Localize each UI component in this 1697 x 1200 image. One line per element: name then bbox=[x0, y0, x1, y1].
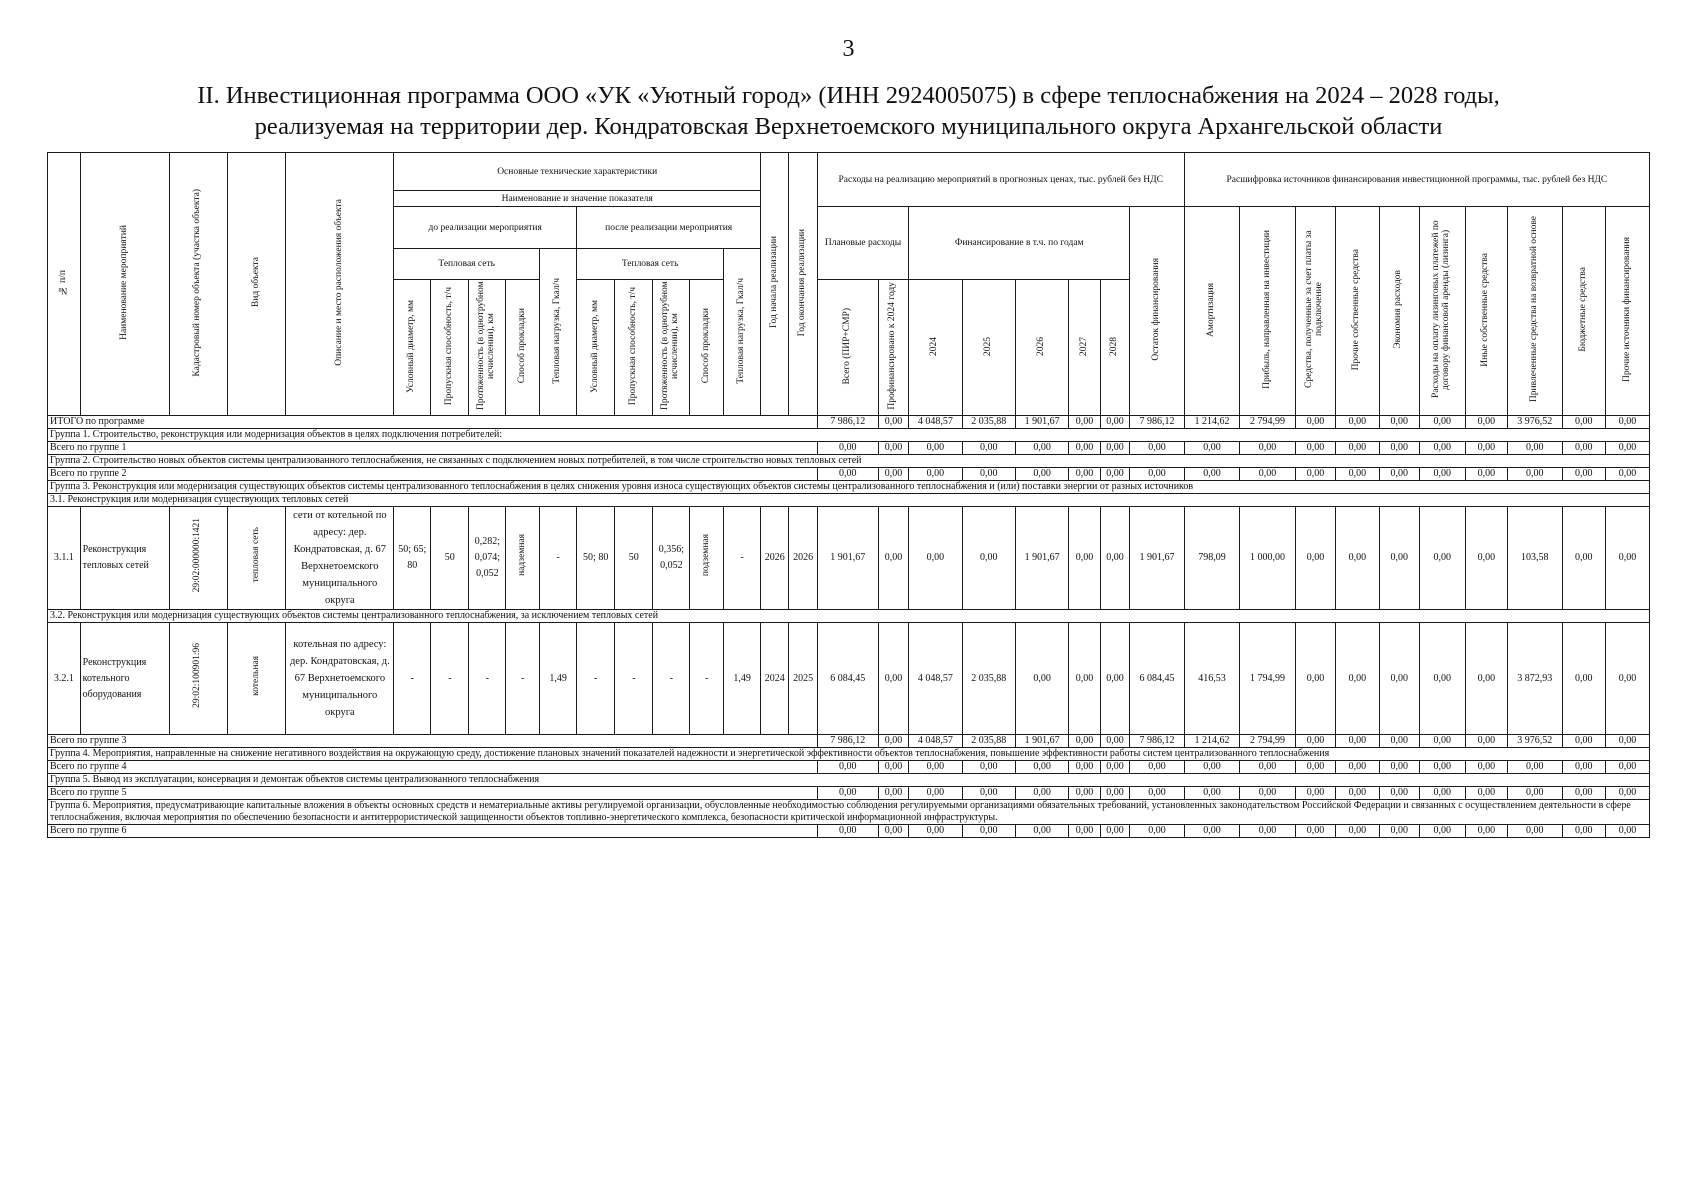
item-value: 0,00 bbox=[1419, 623, 1465, 735]
item-value: 1 794,99 bbox=[1240, 623, 1296, 735]
total-row bbox=[48, 825, 1650, 838]
total-value: 0,00 bbox=[1069, 468, 1101, 481]
item-num: 3.2.1 bbox=[48, 623, 81, 735]
total-value: 0,00 bbox=[1295, 468, 1335, 481]
total-value: 0,00 bbox=[1295, 761, 1335, 774]
total-value: 0,00 bbox=[1562, 468, 1606, 481]
item-laying-after: - bbox=[690, 623, 724, 735]
total-value: 0,00 bbox=[909, 761, 962, 774]
total-value: 0,00 bbox=[878, 468, 908, 481]
header-year-start: Год начала реализации bbox=[761, 153, 789, 416]
total-value: 4 048,57 bbox=[909, 735, 962, 748]
group-row: Группа 4. Мероприятия, направленные на снижение негативного воздействия на окружающую среду, достижение плановых значений показателей надежности и энергетической эффективности объектов теплоснабжения, повышение эффективности работы систем централизованного теплоснабжения bbox=[48, 748, 1650, 761]
total-row bbox=[48, 416, 1650, 429]
total-value: 0,00 bbox=[1465, 761, 1507, 774]
total-value: 1 214,62 bbox=[1184, 735, 1240, 748]
total-value: 0,00 bbox=[1465, 735, 1507, 748]
total-value: 0,00 bbox=[1295, 787, 1335, 800]
item-value: 0,00 bbox=[1295, 507, 1335, 610]
item-year-end: 2025 bbox=[789, 623, 817, 735]
header-profit: Прибыль, направленная на инвестиции bbox=[1240, 207, 1296, 416]
header-heat-load-before: Тепловая нагрузка, Гкал/ч bbox=[540, 249, 577, 416]
total-value: 0,00 bbox=[1419, 825, 1465, 838]
total-value: 0,00 bbox=[1184, 468, 1240, 481]
total-value: 7 986,12 bbox=[1130, 735, 1185, 748]
total-value: 0,00 bbox=[1100, 787, 1129, 800]
header-num: № п/п bbox=[48, 153, 81, 416]
item-value: 2 035,88 bbox=[962, 623, 1015, 735]
item-value: 0,00 bbox=[1606, 507, 1650, 610]
total-value: 0,00 bbox=[1240, 442, 1296, 455]
total-value: 0,00 bbox=[1465, 416, 1507, 429]
item-value: 416,53 bbox=[1184, 623, 1240, 735]
item-value: 1 901,67 bbox=[1015, 507, 1068, 610]
header-sources: Расшифровка источников финансирования инвестиционной программы, тыс. рублей без НДС bbox=[1184, 153, 1649, 207]
total-value: 0,00 bbox=[878, 825, 908, 838]
total-value: 0,00 bbox=[1100, 761, 1129, 774]
total-value: 0,00 bbox=[1184, 442, 1240, 455]
total-value: 0,00 bbox=[1130, 442, 1185, 455]
header-description: Описание и место расположения объекта bbox=[286, 153, 394, 416]
total-label: Всего по группе 2 bbox=[48, 468, 818, 481]
total-value: 0,00 bbox=[1606, 735, 1650, 748]
total-value: 0,00 bbox=[1069, 442, 1101, 455]
item-year-end: 2026 bbox=[789, 507, 817, 610]
item-value: 0,00 bbox=[1100, 507, 1129, 610]
header-diameter-after: Условный диаметр, мм bbox=[577, 280, 615, 416]
item-value: 0,00 bbox=[1069, 507, 1101, 610]
total-value: 2 794,99 bbox=[1240, 735, 1296, 748]
total-value: 7 986,12 bbox=[1130, 416, 1185, 429]
total-value: 0,00 bbox=[1295, 416, 1335, 429]
header-2026: 2026 bbox=[1015, 280, 1068, 416]
total-value: 0,00 bbox=[1508, 761, 1562, 774]
item-value: 0,00 bbox=[1419, 507, 1465, 610]
total-value: 0,00 bbox=[1130, 761, 1185, 774]
header-laying-before: Способ прокладки bbox=[506, 280, 540, 416]
item-value: 6 084,45 bbox=[817, 623, 878, 735]
header-indicators: Наименование и значение показателя bbox=[394, 191, 761, 207]
item-value: 0,00 bbox=[1562, 623, 1606, 735]
item-value: 0,00 bbox=[878, 623, 908, 735]
item-object-type: котельная bbox=[227, 623, 286, 735]
total-row bbox=[48, 735, 1650, 748]
item-load-after: 1,49 bbox=[724, 623, 761, 735]
header-2024: 2024 bbox=[909, 280, 962, 416]
item-value: 3 872,93 bbox=[1508, 623, 1562, 735]
item-cadastral: 29:02:000000:1421 bbox=[169, 507, 227, 610]
total-value: 0,00 bbox=[1100, 442, 1129, 455]
total-value: 0,00 bbox=[1100, 416, 1129, 429]
total-value: 0,00 bbox=[1295, 442, 1335, 455]
item-value: 0,00 bbox=[1379, 507, 1419, 610]
header-tech: Основные технические характеристики bbox=[394, 153, 761, 191]
total-value: 0,00 bbox=[1069, 735, 1101, 748]
total-value: 0,00 bbox=[1184, 761, 1240, 774]
total-value: 0,00 bbox=[1606, 442, 1650, 455]
header-financing-by-year: Финансирование в т.ч. по годам bbox=[909, 207, 1130, 280]
total-label: Всего по группе 1 bbox=[48, 442, 818, 455]
total-value: 0,00 bbox=[878, 442, 908, 455]
total-value: 0,00 bbox=[1240, 787, 1296, 800]
total-value: 0,00 bbox=[1130, 468, 1185, 481]
total-value: 0,00 bbox=[1419, 416, 1465, 429]
item-load-before: 1,49 bbox=[540, 623, 577, 735]
item-row bbox=[48, 507, 1650, 610]
total-value: 3 976,52 bbox=[1508, 416, 1562, 429]
item-year-start: 2026 bbox=[761, 507, 789, 610]
total-value: 0,00 bbox=[878, 761, 908, 774]
total-value: 0,00 bbox=[1336, 787, 1380, 800]
item-length-before: - bbox=[469, 623, 506, 735]
total-value: 0,00 bbox=[1562, 442, 1606, 455]
item-value: 4 048,57 bbox=[909, 623, 962, 735]
header-laying-after: Способ прокладки bbox=[690, 280, 724, 416]
item-cadastral: 29:02:100901:96 bbox=[169, 623, 227, 735]
total-value: 0,00 bbox=[1130, 825, 1185, 838]
item-diameter-after: 50; 80 bbox=[577, 507, 615, 610]
header-other-own-2: Иные собственные средства bbox=[1465, 207, 1507, 416]
total-row bbox=[48, 468, 1650, 481]
total-value: 0,00 bbox=[1419, 761, 1465, 774]
title-line-2: реализуемая на территории дер. Кондратовская Верхнетоемского муниципального округа Архангельской области bbox=[254, 113, 1443, 140]
total-value: 0,00 bbox=[1240, 468, 1296, 481]
subgroup-row: 3.1. Реконструкция или модернизация существующих тепловых сетей bbox=[48, 494, 1650, 507]
total-value: 0,00 bbox=[1069, 416, 1101, 429]
total-value: 0,00 bbox=[1379, 735, 1419, 748]
item-diameter-before: 50; 65; 80 bbox=[394, 507, 431, 610]
group-row: Группа 6. Мероприятия, предусматривающие капитальные вложения в объекты основных средств и нематериальные активы регулируемой организации, обусловленные необходимостью соблюдения регулируемыми организациями обязательных требований, установленных законодательством Российской Федерации и связанных с осуществлением деятельности в сфере теплоснабжения, включая мероприятия по обеспечению безопасности и антитеррористической защищенности объектов топливно-энергетического комплекса, безопасности критической информационной инфраструктуры. bbox=[48, 800, 1650, 825]
total-value: 0,00 bbox=[1184, 787, 1240, 800]
item-load-before: - bbox=[540, 507, 577, 610]
total-value: 0,00 bbox=[962, 442, 1015, 455]
total-value: 0,00 bbox=[1379, 468, 1419, 481]
group-row: Группа 2. Строительство новых объектов системы централизованного теплоснабжения, не связанных с подключением новых потребителей, в том числе строительство новых тепловых сетей bbox=[48, 455, 1650, 468]
item-description: сети от котельной по адресу: дер. Кондратовская, д. 67 Верхнетоемского муниципального округа bbox=[286, 507, 394, 610]
total-value: 0,00 bbox=[1606, 468, 1650, 481]
total-value: 0,00 bbox=[878, 735, 908, 748]
page-number: 3 bbox=[842, 36, 855, 62]
total-value: 2 794,99 bbox=[1240, 416, 1296, 429]
total-value: 1 214,62 bbox=[1184, 416, 1240, 429]
total-value: 0,00 bbox=[1336, 825, 1380, 838]
header-object-type: Вид объекта bbox=[227, 153, 286, 416]
item-object-type: тепловая сеть bbox=[227, 507, 286, 610]
total-value: 0,00 bbox=[1015, 761, 1068, 774]
item-load-after: - bbox=[724, 507, 761, 610]
total-value: 3 976,52 bbox=[1508, 735, 1562, 748]
item-value: 0,00 bbox=[1015, 623, 1068, 735]
total-value: 0,00 bbox=[962, 761, 1015, 774]
header-2028: 2028 bbox=[1100, 280, 1129, 416]
document-title bbox=[80, 80, 1617, 142]
item-length-before: 0,282; 0,074; 0,052 bbox=[469, 507, 506, 610]
total-value: 0,00 bbox=[1336, 442, 1380, 455]
item-value: 1 901,67 bbox=[817, 507, 878, 610]
item-capacity-before: 50 bbox=[431, 507, 469, 610]
header-year-end: Год окончания реализации bbox=[789, 153, 817, 416]
header-prefinanced: Профинансировано к 2024 году bbox=[878, 280, 908, 416]
total-value: 0,00 bbox=[1100, 468, 1129, 481]
item-value: 1 000,00 bbox=[1240, 507, 1296, 610]
header-before: до реализации мероприятия bbox=[394, 207, 577, 249]
total-value: 0,00 bbox=[1419, 735, 1465, 748]
total-value: 0,00 bbox=[1295, 825, 1335, 838]
total-value: 0,00 bbox=[909, 468, 962, 481]
total-value: 0,00 bbox=[1379, 416, 1419, 429]
total-value: 0,00 bbox=[1508, 825, 1562, 838]
total-value: 0,00 bbox=[1562, 761, 1606, 774]
item-value: 0,00 bbox=[1336, 507, 1380, 610]
header-other-sources: Прочие источники финансирования bbox=[1606, 207, 1650, 416]
total-value: 0,00 bbox=[1015, 468, 1068, 481]
item-diameter-before: - bbox=[394, 623, 431, 735]
header-name: Наименование мероприятий bbox=[80, 153, 169, 416]
item-description: котельная по адресу: дер. Кондратовская, д. 67 Верхнетоемского муниципального округа bbox=[286, 623, 394, 735]
total-label: Всего по группе 5 bbox=[48, 787, 818, 800]
item-laying-after: подземная bbox=[690, 507, 724, 610]
header-amortization: Амортизация bbox=[1184, 207, 1240, 416]
total-value: 0,00 bbox=[817, 787, 878, 800]
total-value: 0,00 bbox=[1336, 416, 1380, 429]
total-label: Всего по группе 3 bbox=[48, 735, 818, 748]
total-value: 1 901,67 bbox=[1015, 416, 1068, 429]
total-value: 2 035,88 bbox=[962, 416, 1015, 429]
item-diameter-after: - bbox=[577, 623, 615, 735]
total-value: 0,00 bbox=[1069, 761, 1101, 774]
item-value: 0,00 bbox=[1606, 623, 1650, 735]
header-budget: Бюджетные средства bbox=[1562, 207, 1606, 416]
header-borrowed: Привлеченные средства на возвратной основе bbox=[1508, 207, 1562, 416]
total-value: 0,00 bbox=[1606, 416, 1650, 429]
item-value: 0,00 bbox=[1295, 623, 1335, 735]
group-row: Группа 3. Реконструкция или модернизация существующих объектов системы централизованного теплоснабжения в целях снижения уровня износа существующих объектов системы централизованного теплоснабжения и (или) поставки энергии от разных источников bbox=[48, 481, 1650, 494]
total-value: 0,00 bbox=[1295, 735, 1335, 748]
total-value: 0,00 bbox=[1379, 787, 1419, 800]
item-value: 0,00 bbox=[962, 507, 1015, 610]
total-label: Всего по группе 6 bbox=[48, 825, 818, 838]
item-value: 0,00 bbox=[1465, 507, 1507, 610]
subgroup-row: 3.2. Реконструкция или модернизация существующих объектов системы централизованного теплоснабжения, за исключением тепловых сетей bbox=[48, 610, 1650, 623]
item-capacity-before: - bbox=[431, 623, 469, 735]
total-label: Всего по группе 4 bbox=[48, 761, 818, 774]
total-value: 0,00 bbox=[1606, 825, 1650, 838]
item-value: 0,00 bbox=[1379, 623, 1419, 735]
total-value: 0,00 bbox=[909, 442, 962, 455]
total-value: 0,00 bbox=[1069, 825, 1101, 838]
total-value: 0,00 bbox=[1606, 787, 1650, 800]
header-heat-network-before: Тепловая сеть bbox=[394, 249, 540, 280]
item-value: 0,00 bbox=[1336, 623, 1380, 735]
item-capacity-after: - bbox=[615, 623, 653, 735]
total-value: 0,00 bbox=[1100, 825, 1129, 838]
item-value: 1 901,67 bbox=[1130, 507, 1185, 610]
total-value: 0,00 bbox=[1562, 787, 1606, 800]
total-value: 0,00 bbox=[1015, 787, 1068, 800]
header-2025: 2025 bbox=[962, 280, 1015, 416]
total-label: ИТОГО по программе bbox=[48, 416, 818, 429]
item-name: Реконструкция тепловых сетей bbox=[80, 507, 169, 610]
header-capacity-after: Пропускная способность, т/ч bbox=[615, 280, 653, 416]
total-value: 0,00 bbox=[1606, 761, 1650, 774]
total-value: 0,00 bbox=[962, 825, 1015, 838]
total-value: 0,00 bbox=[1336, 468, 1380, 481]
header-savings: Экономия расходов bbox=[1379, 207, 1419, 416]
total-value: 0,00 bbox=[962, 468, 1015, 481]
item-year-start: 2024 bbox=[761, 623, 789, 735]
total-value: 0,00 bbox=[1184, 825, 1240, 838]
header-other-own: Прочие собственные средства bbox=[1336, 207, 1380, 416]
total-value: 0,00 bbox=[1015, 825, 1068, 838]
total-value: 0,00 bbox=[1508, 787, 1562, 800]
total-value: 1 901,67 bbox=[1015, 735, 1068, 748]
total-value: 0,00 bbox=[1240, 825, 1296, 838]
total-value: 0,00 bbox=[1419, 442, 1465, 455]
item-name: Реконструкция котельного оборудования bbox=[80, 623, 169, 735]
total-value: 0,00 bbox=[817, 442, 878, 455]
header-leasing: Расходы на оплату лизинговых платежей по договору финансовой аренды (лизинга) bbox=[1419, 207, 1465, 416]
group-row: Группа 1. Строительство, реконструкция или модернизация объектов в целях подключения потребителей: bbox=[48, 429, 1650, 442]
item-value: 0,00 bbox=[909, 507, 962, 610]
header-length-after: Протяженность (в однотрубном исчислении), км bbox=[653, 280, 690, 416]
total-value: 4 048,57 bbox=[909, 416, 962, 429]
total-value: 0,00 bbox=[878, 416, 908, 429]
item-value: 0,00 bbox=[1069, 623, 1101, 735]
total-value: 0,00 bbox=[1069, 787, 1101, 800]
total-value: 0,00 bbox=[1465, 825, 1507, 838]
item-value: 103,58 bbox=[1508, 507, 1562, 610]
total-value: 0,00 bbox=[909, 787, 962, 800]
total-value: 0,00 bbox=[1562, 416, 1606, 429]
total-value: 0,00 bbox=[1379, 761, 1419, 774]
total-value: 2 035,88 bbox=[962, 735, 1015, 748]
total-value: 0,00 bbox=[1419, 787, 1465, 800]
item-value: 0,00 bbox=[1100, 623, 1129, 735]
total-value: 0,00 bbox=[1465, 787, 1507, 800]
total-value: 0,00 bbox=[1465, 468, 1507, 481]
total-value: 0,00 bbox=[1419, 468, 1465, 481]
group-row: Группа 5. Вывод из эксплуатации, консервация и демонтаж объектов системы централизованного теплоснабжения bbox=[48, 774, 1650, 787]
total-value: 0,00 bbox=[1240, 761, 1296, 774]
total-value: 0,00 bbox=[1508, 468, 1562, 481]
header-heat-network-after: Тепловая сеть bbox=[577, 249, 724, 280]
item-value: 798,09 bbox=[1184, 507, 1240, 610]
item-length-after: - bbox=[653, 623, 690, 735]
item-value: 0,00 bbox=[878, 507, 908, 610]
total-value: 7 986,12 bbox=[817, 735, 878, 748]
total-value: 0,00 bbox=[1508, 442, 1562, 455]
item-laying-before: - bbox=[506, 623, 540, 735]
item-length-after: 0,356; 0,052 bbox=[653, 507, 690, 610]
header-planned: Плановые расходы bbox=[817, 207, 908, 280]
header-connection-fee: Средства, полученные за счет платы за подключение bbox=[1295, 207, 1335, 416]
total-value: 0,00 bbox=[1336, 761, 1380, 774]
item-capacity-after: 50 bbox=[615, 507, 653, 610]
item-value: 6 084,45 bbox=[1130, 623, 1185, 735]
header-total: Всего (ПИР+СМР) bbox=[817, 280, 878, 416]
item-value: 0,00 bbox=[1562, 507, 1606, 610]
total-value: 0,00 bbox=[909, 825, 962, 838]
header-remaining: Остаток финансирования bbox=[1130, 207, 1185, 416]
total-value: 0,00 bbox=[1379, 442, 1419, 455]
header-costs: Расходы на реализацию мероприятий в прогнозных ценах, тыс. рублей без НДС bbox=[817, 153, 1184, 207]
header-capacity-before: Пропускная способность, т/ч bbox=[431, 280, 469, 416]
total-row bbox=[48, 442, 1650, 455]
investment-program-table bbox=[47, 152, 1650, 838]
item-value: 0,00 bbox=[1465, 623, 1507, 735]
item-laying-before: надземная bbox=[506, 507, 540, 610]
total-value: 0,00 bbox=[1130, 787, 1185, 800]
total-row bbox=[48, 787, 1650, 800]
item-row bbox=[48, 623, 1650, 735]
total-value: 0,00 bbox=[817, 761, 878, 774]
total-value: 7 986,12 bbox=[817, 416, 878, 429]
header-after: после реализации мероприятия bbox=[577, 207, 761, 249]
title-line-1: II. Инвестиционная программа ООО «УК «Уютный город» (ИНН 2924005075) в сфере теплоснабжения на 2024 – 2028 годы, bbox=[197, 82, 1500, 109]
total-value: 0,00 bbox=[1562, 735, 1606, 748]
total-value: 0,00 bbox=[1015, 442, 1068, 455]
total-value: 0,00 bbox=[1336, 735, 1380, 748]
total-row bbox=[48, 761, 1650, 774]
total-value: 0,00 bbox=[817, 825, 878, 838]
total-value: 0,00 bbox=[1379, 825, 1419, 838]
total-value: 0,00 bbox=[1465, 442, 1507, 455]
total-value: 0,00 bbox=[962, 787, 1015, 800]
total-value: 0,00 bbox=[817, 468, 878, 481]
total-value: 0,00 bbox=[878, 787, 908, 800]
total-value: 0,00 bbox=[1562, 825, 1606, 838]
header-diameter-before: Условный диаметр, мм bbox=[394, 280, 431, 416]
total-value: 0,00 bbox=[1100, 735, 1129, 748]
header-heat-load-after: Тепловая нагрузка, Гкал/ч bbox=[724, 249, 761, 416]
item-num: 3.1.1 bbox=[48, 507, 81, 610]
header-length-before: Протяженность (в однотрубном исчислении), км bbox=[469, 280, 506, 416]
header-2027: 2027 bbox=[1069, 280, 1101, 416]
header-cadastral: Кадастровый номер объекта (участка объекта) bbox=[169, 153, 227, 416]
